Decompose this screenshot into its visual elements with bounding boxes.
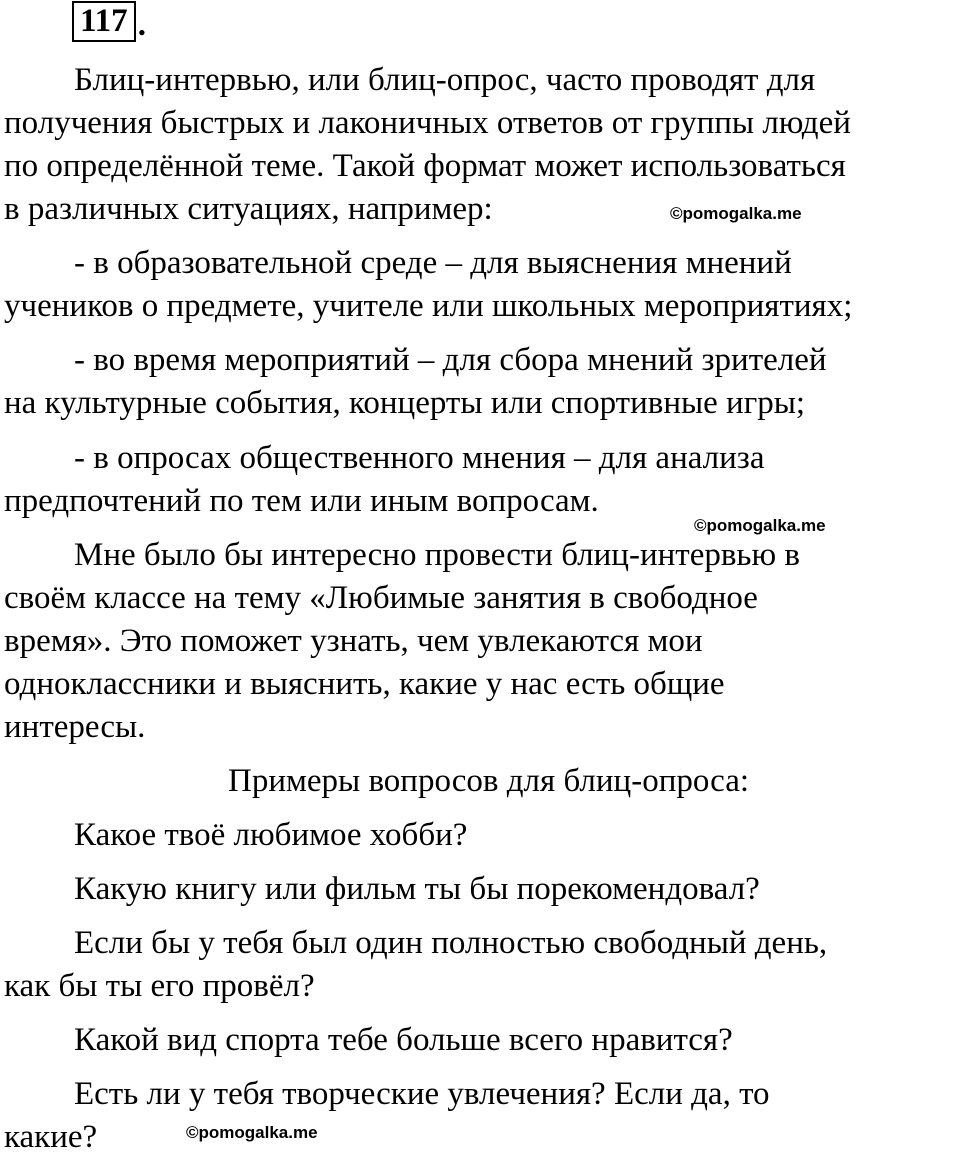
- list-item-line: - в опросах общественного мнения – для анализа: [74, 440, 765, 476]
- paragraph-line: интересы.: [4, 709, 146, 745]
- question-line: Если бы у тебя был один полностью свободный день,: [74, 925, 828, 961]
- watermark: ©pomogalka.me: [694, 516, 826, 535]
- task-number: [72, 4, 146, 42]
- list-item-line: - в образовательной среде – для выяснения мнений: [74, 245, 792, 281]
- task-number-dot: .: [137, 7, 146, 43]
- paragraph-line: одноклассники и выяснить, какие у нас есть общие: [4, 666, 725, 702]
- question-line: Есть ли у тебя творческие увлечения? Если да, то: [74, 1076, 770, 1112]
- watermark: ©pomogalka.me: [670, 204, 802, 223]
- paragraph-line: Блиц-интервью, или блиц-опрос, часто проводят для: [74, 62, 816, 98]
- question-line: как бы ты его провёл?: [4, 968, 315, 1004]
- question-line: какие?: [4, 1119, 98, 1155]
- paragraph-line: получения быстрых и лаконичных ответов от группы людей: [4, 105, 851, 141]
- list-item-line: на культурные события, концерты или спортивные игры;: [4, 385, 806, 421]
- paragraph-line: Мне было бы интересно провести блиц-интервью в: [74, 537, 800, 573]
- question-line: Какой вид спорта тебе больше всего нравится?: [74, 1022, 733, 1058]
- question-line: Какую книгу или фильм ты бы порекомендовал?: [74, 871, 760, 907]
- list-item-line: предпочтений по тем или иным вопросам.: [4, 483, 599, 519]
- section-heading: Примеры вопросов для блиц-опроса:: [228, 763, 750, 799]
- paragraph-line: по определённой теме. Такой формат может использоваться: [4, 148, 846, 184]
- paragraph-line: в различных ситуациях, например:: [4, 191, 493, 227]
- paragraph-line: время». Это поможет узнать, чем увлекаются мои: [4, 623, 703, 659]
- list-item-line: учеников о предмете, учителе или школьных мероприятиях;: [4, 288, 853, 324]
- paragraph-line: своём классе на тему «Любимые занятия в свободное: [4, 580, 758, 616]
- question-line: Какое твоё любимое хобби?: [74, 817, 468, 853]
- watermark: ©pomogalka.me: [186, 1123, 318, 1142]
- task-number-box: 117: [72, 1, 136, 42]
- list-item-line: - во время мероприятий – для сбора мнений зрителей: [74, 342, 827, 378]
